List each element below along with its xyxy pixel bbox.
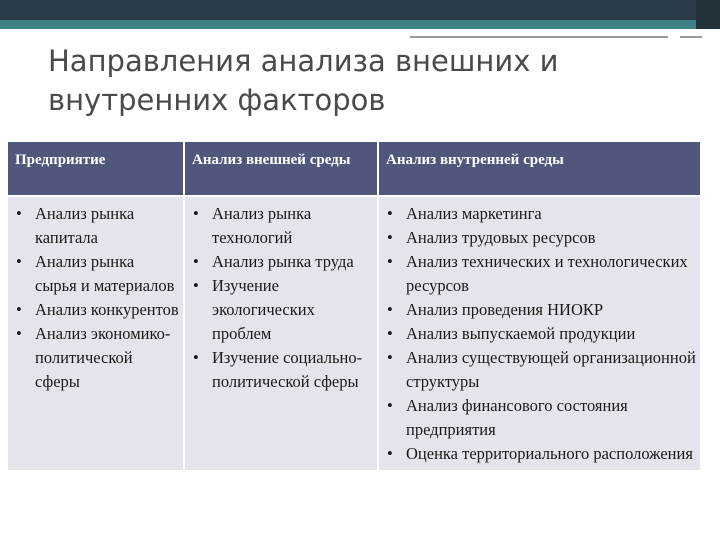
top-accent-band — [0, 20, 720, 29]
header-enterprise: Предприятие — [8, 142, 184, 196]
external-analysis-list — [191, 202, 373, 394]
enterprise-cell — [8, 196, 184, 470]
list-item: • Анализ экономико-политической сферы — [14, 322, 179, 394]
list-item: • Анализ рынка труда — [191, 250, 373, 274]
list-item: • Изучение социально-политической сферы — [191, 346, 373, 394]
factors-table — [8, 142, 700, 470]
external-analysis-cell — [184, 196, 378, 470]
list-item: • Анализ конкурентов — [14, 298, 179, 322]
list-item: • Анализ рынка сырья и материалов — [14, 250, 179, 298]
list-item: • Изучение экологических проблем — [191, 274, 373, 346]
factors-table-container — [8, 142, 700, 470]
list-item: • Анализ существующей организационной структуры — [385, 346, 696, 394]
title-accent-line-short — [680, 36, 702, 38]
list-item: • Анализ маркетинга — [385, 202, 696, 226]
internal-analysis-list — [385, 202, 696, 466]
list-item: • Анализ проведения НИОКР — [385, 298, 696, 322]
list-item: • Анализ финансового состояния предприятия — [385, 394, 696, 442]
title-accent-line — [410, 36, 668, 38]
list-item: • Анализ рынка технологий — [191, 202, 373, 250]
list-item: • Анализ трудовых ресурсов — [385, 226, 696, 250]
enterprise-list — [14, 202, 179, 394]
header-internal-analysis: Анализ внутренней среды — [378, 142, 700, 196]
top-bar — [0, 0, 720, 20]
list-item: • Анализ рынка капитала — [14, 202, 179, 250]
slide-title: Направления анализа внешних и внутренних факторов — [48, 44, 559, 117]
header-external-analysis: Анализ внешней среды — [184, 142, 378, 196]
table-row — [8, 196, 700, 470]
list-item: • Анализ выпускаемой продукции — [385, 322, 696, 346]
internal-analysis-cell — [378, 196, 700, 470]
list-item: • Анализ технических и технологических ресурсов — [385, 250, 696, 298]
list-item: • Оценка территориального расположения — [385, 442, 696, 466]
corner-block — [696, 0, 720, 29]
table-header-row — [8, 142, 700, 196]
